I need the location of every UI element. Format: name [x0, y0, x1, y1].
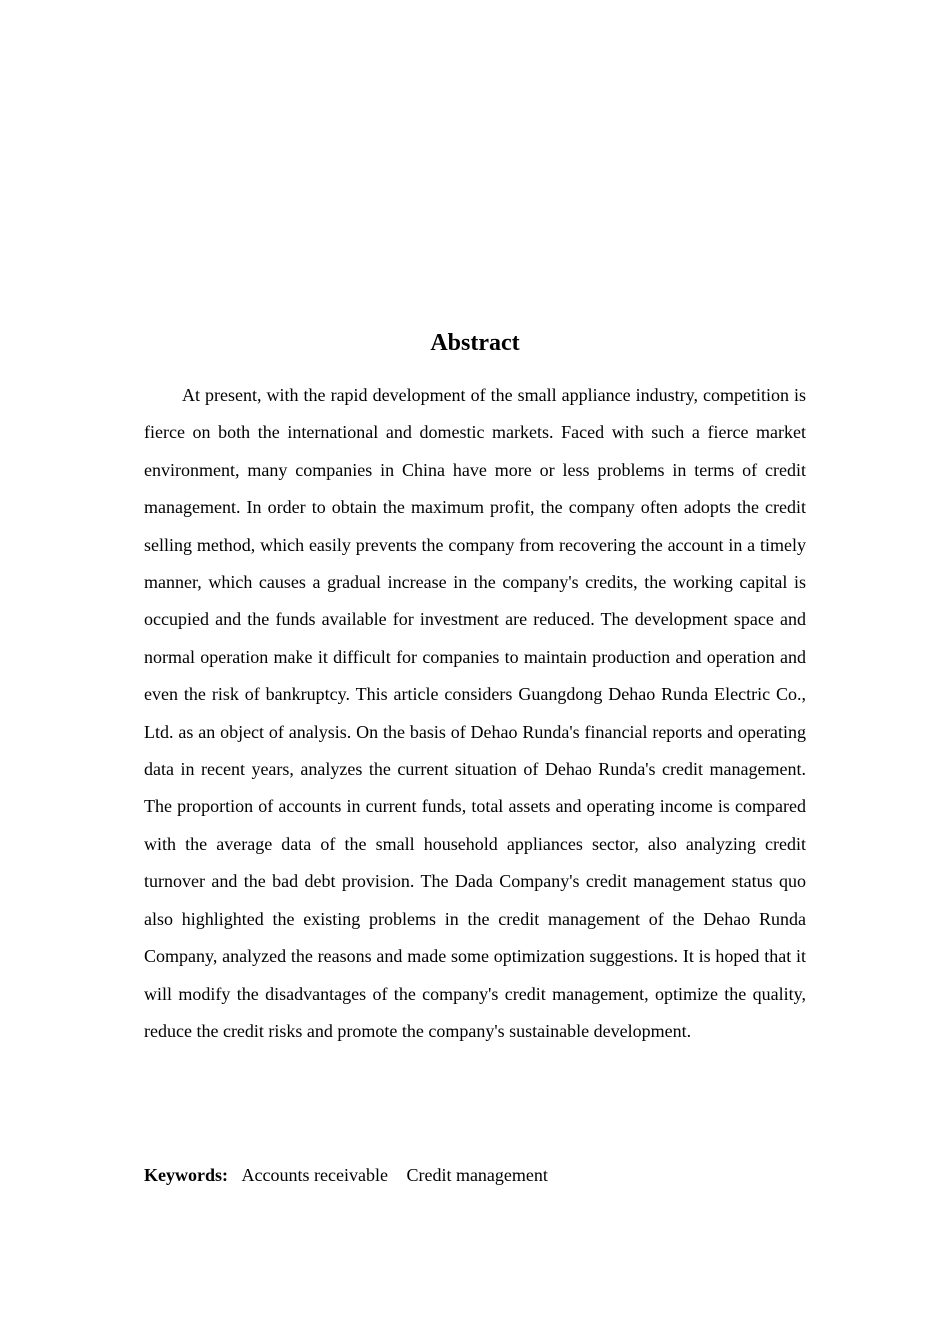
- abstract-body: At present, with the rapid development of the small appliance industry, competition is fierce on both the international and domestic markets. Faced with such a fierce market environment, many companies in China have more or less problems in terms of credit management. In order to obtain the maximum profit, the company often adopts the credit selling method, which easily prevents the company from recovering the account in a timely manner, which causes a gradual increase in the company's credits, the working capital is occupied and the funds available for investment are reduced. The development space and normal operation make it difficult for companies to maintain production and operation and even the risk of bankruptcy. This article considers Guangdong Dehao Runda Electric Co., Ltd. as an object of analysis. On the basis of Dehao Runda's financial reports and operating data in recent years, analyzes the current situation of Dehao Runda's credit management. The proportion of accounts in current funds, total assets and operating income is compared with the average data of the small household appliances sector, also analyzing credit turnover and the bad debt provision. The Dada Company's credit management status quo also highlighted the existing problems in the credit management of the Dehao Runda Company, analyzed the reasons and made some optimization suggestions. It is hoped that it will modify the disadvantages of the company's credit management, optimize the quality, reduce the credit risks and promote the company's sustainable development.: [144, 385, 806, 1041]
- keywords-line: [144, 1160, 806, 1190]
- keyword-item: Accounts receivable: [241, 1165, 388, 1185]
- keyword-item: Credit management: [406, 1165, 548, 1185]
- abstract-title: Abstract: [430, 330, 520, 356]
- keywords-label: Keywords:: [144, 1165, 228, 1185]
